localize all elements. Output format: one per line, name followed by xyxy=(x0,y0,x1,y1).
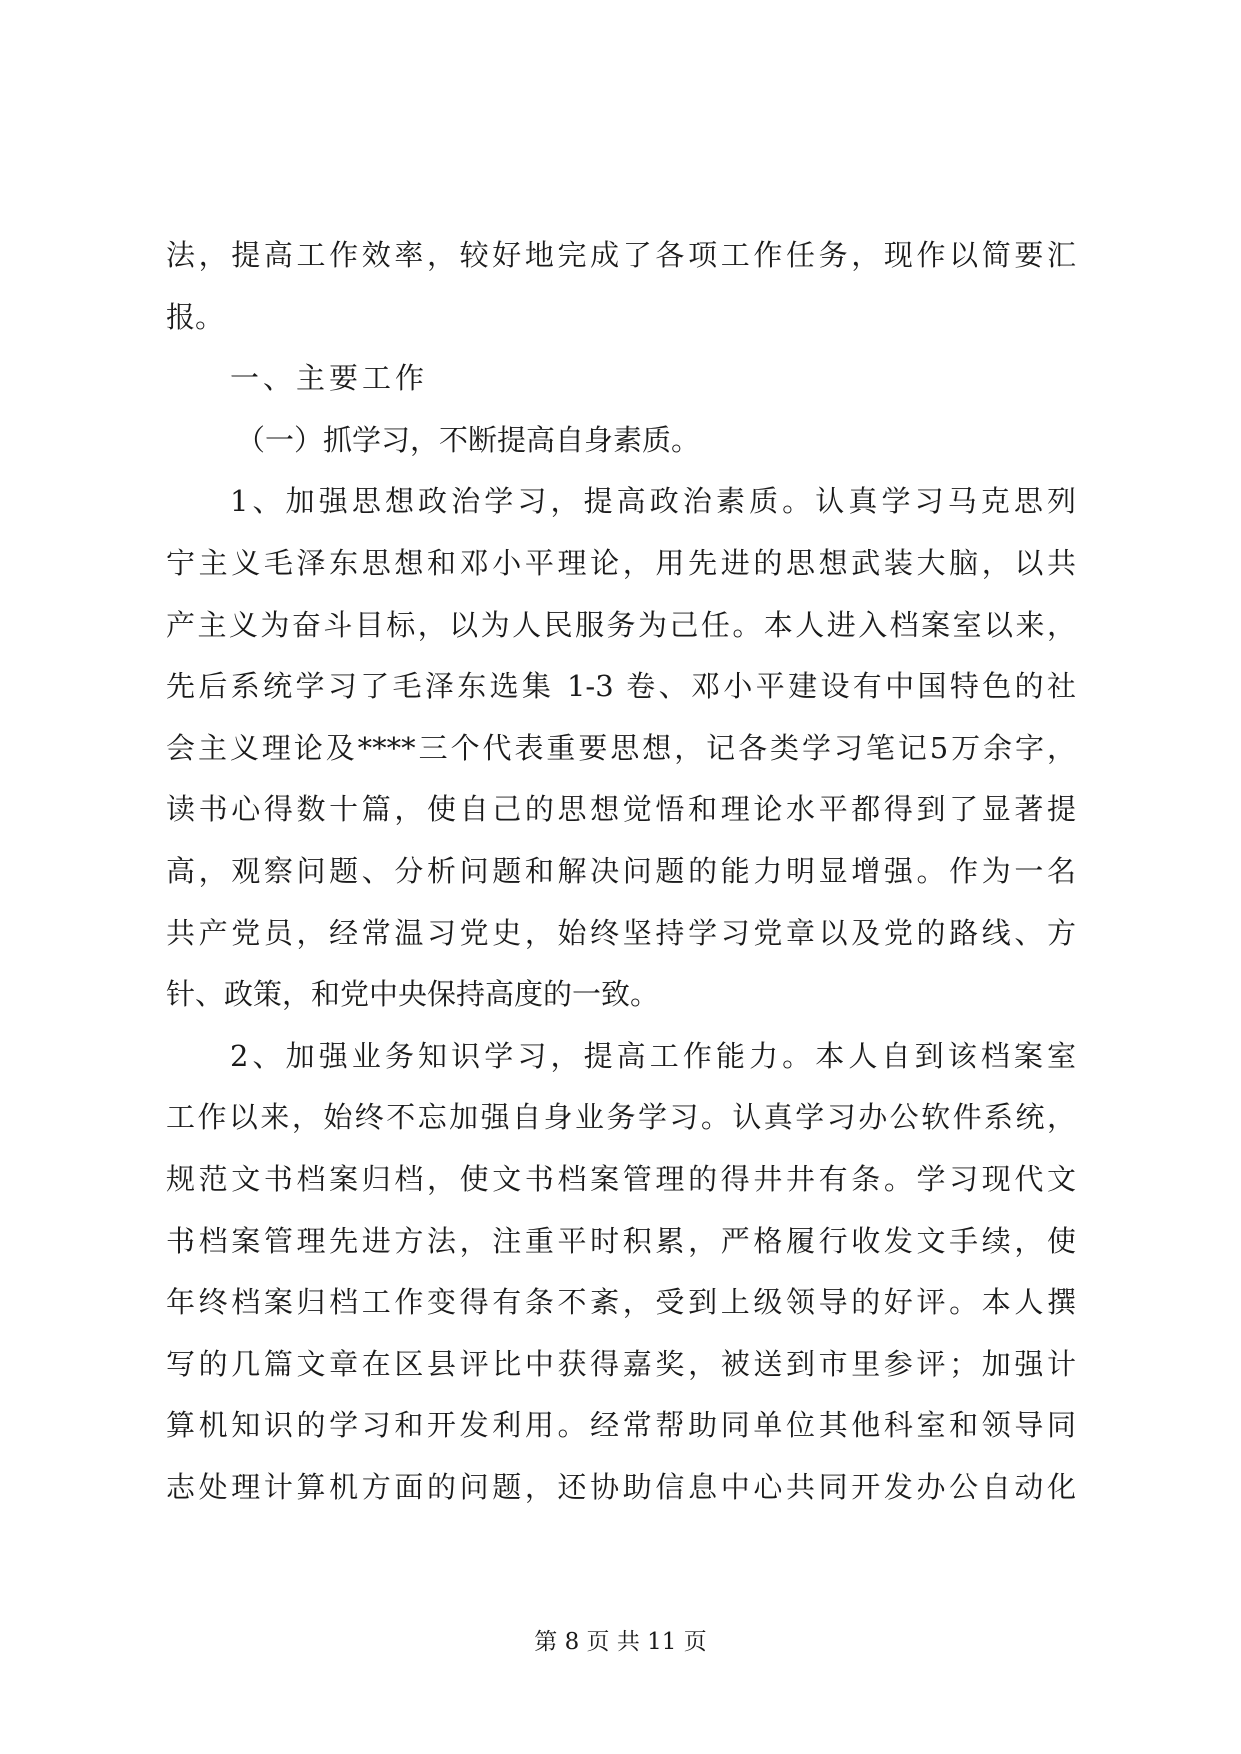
text-line: 报。 xyxy=(166,299,225,334)
text-line: 针、政策，和党中央保持高度的一致。 xyxy=(166,977,660,1012)
paragraph-start-line: 2、加强业务知识学习，提高工作能力。本人自到该档案室 xyxy=(230,1038,1076,1073)
body-text xyxy=(166,225,1076,1518)
text-line: 读书心得数十篇，使自己的思想觉悟和理论水平都得到了显著提 xyxy=(166,792,1076,827)
text-line: 书档案管理先进方法，注重平时积累，严格履行收发文手续，使 xyxy=(166,1223,1076,1258)
paragraph-start-line: 1、加强思想政治学习，提高政治素质。认真学习马克思列 xyxy=(230,484,1076,519)
text-line: 宁主义毛泽东思想和邓小平理论，用先进的思想武装大脑，以共 xyxy=(166,545,1076,580)
text-line: 共产党员，经常温习党史，始终坚持学习党章以及党的路线、方 xyxy=(166,915,1076,950)
text-line: 产主义为奋斗目标，以为人民服务为己任。本人进入档案室以来， xyxy=(166,607,1076,642)
text-line: 高，观察问题、分析问题和解决问题的能力明显增强。作为一名 xyxy=(166,853,1076,888)
text-line: 会主义理论及****三个代表重要思想，记各类学习笔记5万余字， xyxy=(166,730,1076,765)
subsection-heading: （一）抓学习，不断提高自身素质。 xyxy=(236,422,701,457)
text-line: 志处理计算机方面的问题，还协助信息中心共同开发办公自动化 xyxy=(166,1469,1076,1504)
text-line: 工作以来，始终不忘加强自身业务学习。认真学习办公软件系统， xyxy=(166,1100,1076,1135)
page-number-footer: 第 8 页 共 11 页 xyxy=(534,1629,707,1655)
text-line: 先后系统学习了毛泽东选集 1-3 卷、邓小平建设有中国特色的社 xyxy=(166,669,1076,704)
text-line: 算机知识的学习和开发利用。经常帮助同单位其他科室和领导同 xyxy=(166,1408,1076,1443)
text-line: 写的几篇文章在区县评比中获得嘉奖，被送到市里参评；加强计 xyxy=(166,1346,1076,1381)
text-line: 法，提高工作效率，较好地完成了各项工作任务，现作以简要汇 xyxy=(166,238,1076,272)
section-heading: 一、主要工作 xyxy=(230,361,429,396)
text-line: 规范文书档案归档，使文书档案管理的得井井有条。学习现代文 xyxy=(166,1161,1076,1196)
text-line: 年终档案归档工作变得有条不紊，受到上级领导的好评。本人撰 xyxy=(166,1285,1076,1320)
